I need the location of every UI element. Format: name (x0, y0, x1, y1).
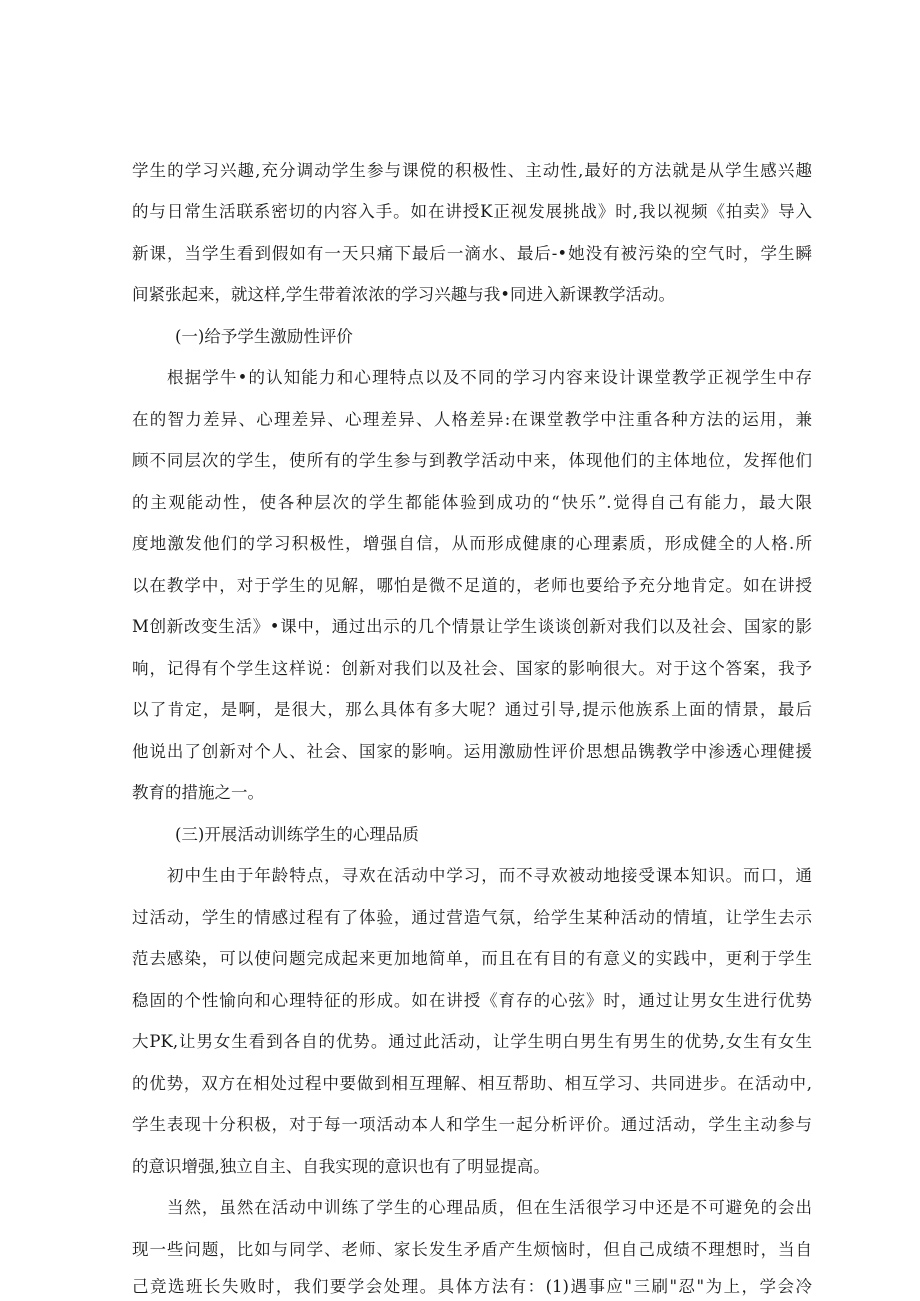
text-line: 顾不同层次的学生，使所有的学生参与到教学活动中来，体现他们的主体地位，发挥他们 (132, 451, 812, 470)
text-line: 己竞选班长失败时，我们要学会处理。具体方法有：(1)遇事应"三刷"忍"为上，学会冷 (132, 1277, 812, 1296)
text-line: 以在教学中，对于学生的见解，哪怕是微不足道的，老师也要给予充分地肯定。如在讲授 (132, 576, 812, 595)
text-line: 新课，当学生看到假如有一天只痛下最后一滴水、最后-•她没有被污染的空气时，学生瞬 (132, 244, 812, 263)
text-line: 间紧张起来，就这样,学生带着浓浓的学习兴趣与我•同进入新课教学活动。 (132, 285, 675, 304)
text-line: 稳固的个性愉向和心理特征的形成。如在讲授《育存的心弦》时，通过让男女生进行优势 (132, 991, 812, 1010)
text-line: 的主观能动性，使各种层次的学生都能体验到成功的“快乐”.觉得自己有能力，最大限 (132, 493, 812, 512)
text-line: 在的智力差异、心理差异、心理差异、人格差异:在课堂教学中注重各种方法的运用，兼 (132, 410, 812, 429)
text-line: 学生表现十分积极，对于每一项活动本人和学生一起分析评价。通过活动，学生主动参与 (132, 1115, 812, 1134)
text-line: 当然，虽然在活动中训练了学生的心理品质，但在生活很学习中还是不可避免的会出 (167, 1198, 812, 1217)
text-line: 大PK,让男女生看到各自的优势。通过此活动，让学生明白男生有男生的优势,女生有女生 (132, 1032, 812, 1051)
text-line: 的意识增强,独立自主、自我实现的意识也有了明显提高。 (132, 1157, 550, 1176)
text-line: 响，记得有个学生这样说：创新对我们以及社会、国家的影响很大。对于这个答案，我予 (132, 659, 812, 678)
text-line: 过活动，学生的情感过程有了体验，通过营造气氛，给学生某种活动的情埴，让学生去示 (132, 908, 812, 927)
text-line: 的与日常生活联系密切的内容入手。如在讲授K正视发展挑战》时,我以视频《拍卖》导入 (132, 202, 812, 221)
text-line: 的优势，双方在相处过程中要做到相互理解、相互帮助、相互学习、共同进步。在活动中, (132, 1074, 812, 1093)
text-line: 学生的学习兴趣,充分调动学生参与课傥的积极性、主动性,最好的方法就是从学生感兴趣 (132, 161, 812, 180)
text-line: 初中生由于年龄特点，寻欢在活动中学习，而不寻欢被动地接受课本知识。而口，通 (167, 866, 812, 885)
text-line: 现一些问题，比如与同学、老师、家长发生矛盾产生烦恼时，但自己成绩不理想时，当自 (132, 1240, 812, 1259)
text-line: 根据学牛•的认知能力和心理特点以及不同的学习内容来设计课堂教学正视学生中存 (167, 368, 812, 387)
section-heading: (三)开展活动训练学生的心理品质 (175, 825, 419, 844)
text-line: 范去感染，可以使问题完成起来更加地简单，而且在有目的有意义的实践中，更利于学生 (132, 949, 812, 968)
text-line: 他说出了创新对个人、社会、国家的影响。运用激励性评价思想品镌教学中渗透心理健援 (132, 742, 812, 761)
text-line: 教育的措施之一。 (132, 783, 264, 802)
text-line: 度地激发他们的学习积极性，增强自信，从而形成健康的心理素质，形成健全的人格.所 (132, 534, 812, 553)
text-line: 以了肯定，是啊，是很大，那么具体有多大呢？通过引导,提示他族系上面的情景，最后 (132, 700, 812, 719)
section-heading: (一)给予学生激励性评价 (175, 327, 353, 346)
text-line: M创新改变生活》•课中，通过出示的几个情景让学生谈谈创新对我们以及社会、国家的影 (132, 617, 812, 636)
